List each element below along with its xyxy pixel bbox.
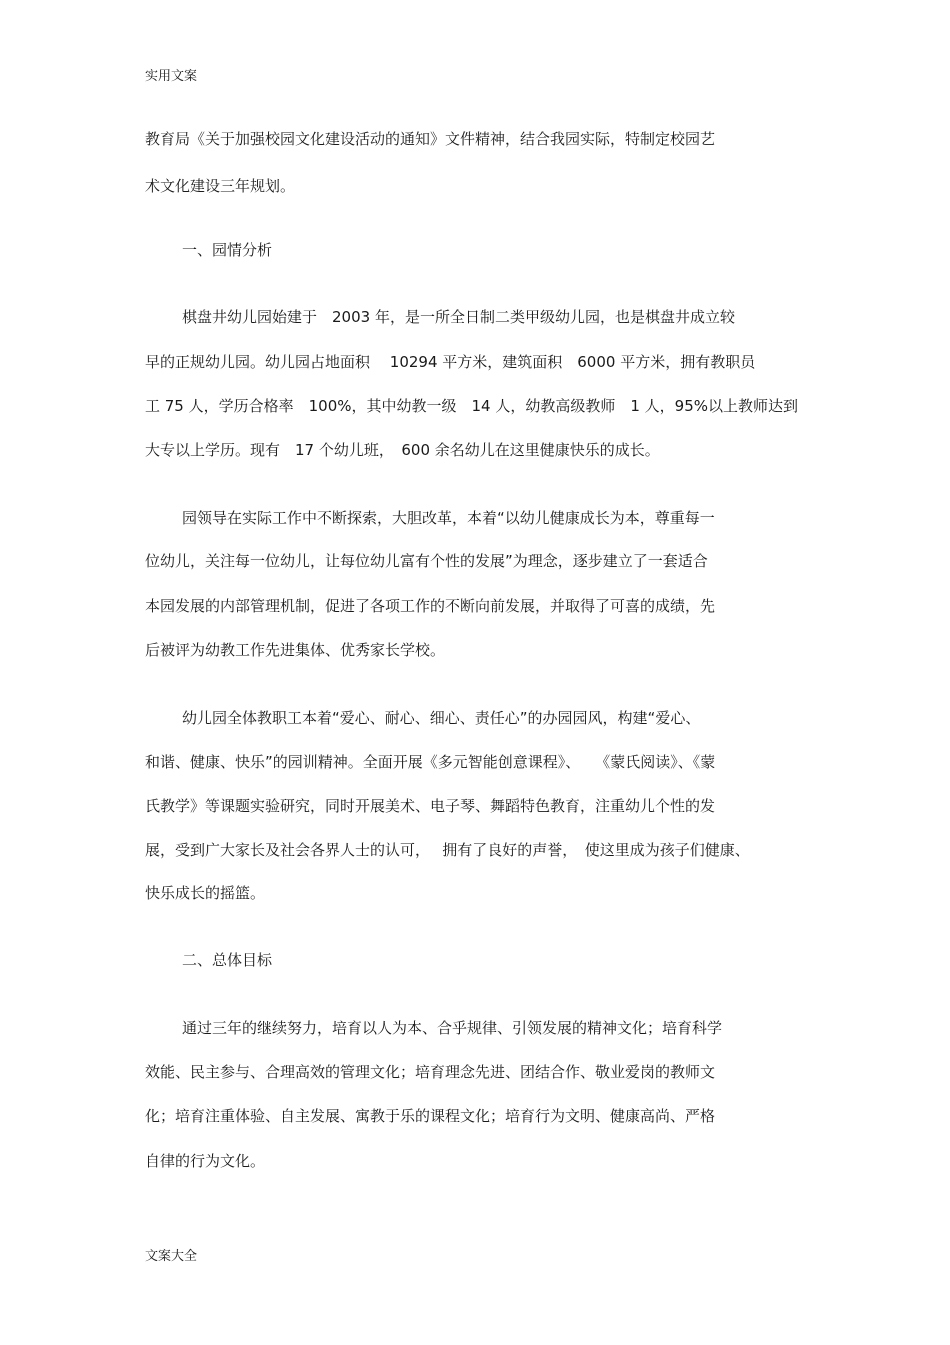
paragraph-line: 本园发展的内部管理机制，促进了各项工作的不断向前发展，并取得了可喜的成绩，先: [145, 597, 716, 615]
paragraph-line: 园领导在实际工作中不断探索，大胆改革，本着“以幼儿健康成长为本，尊重每一: [182, 509, 715, 527]
paragraph-line: 展，受到广大家长及社会各界人士的认可， 拥有了良好的声誉， 使这里成为孩子们健康、: [145, 841, 750, 859]
section-heading: 一、园情分析: [182, 241, 273, 259]
paragraph-line: 幼儿园全体教职工本着“爱心、耐心、细心、责任心”的办园园风，构建“爱心、: [182, 709, 701, 727]
paragraph-line: 化；培育注重体验、自主发展、寓教于乐的课程文化；培育行为文明、健康高尚、严格: [145, 1107, 716, 1125]
paragraph-line: 位幼儿，关注每一位幼儿，让每位幼儿富有个性的发展”为理念，逐步建立了一套适合: [145, 552, 708, 570]
paragraph-line: 和谐、健康、快乐”的园训精神。全面开展《多元智能创意课程》、 《蒙氏阅读》、《蒙: [145, 753, 716, 771]
paragraph-line: 自律的行为文化。: [145, 1152, 266, 1170]
paragraph-line: 术文化建设三年规划。: [145, 177, 296, 195]
paragraph-line: 氏教学》等课题实验研究，同时开展美术、电子琴、舞蹈特色教育，注重幼儿个性的发: [145, 797, 716, 815]
page-header: 实用文案: [145, 69, 198, 84]
paragraph-line: 后被评为幼教工作先进集体、优秀家长学校。: [145, 641, 446, 659]
paragraph-line: 通过三年的继续努力，培育以人为本、合乎规律、引领发展的精神文化；培育科学: [182, 1019, 723, 1037]
page-footer: 文案大全: [145, 1249, 198, 1264]
paragraph-line: 效能、民主参与、合理高效的管理文化；培育理念先进、团结合作、敬业爱岗的教师文: [145, 1063, 716, 1081]
paragraph-line: 快乐成长的摇篮。: [145, 884, 266, 902]
section-heading: 二、总体目标: [182, 951, 273, 969]
paragraph-line: 工 75 人，学历合格率 100%，其中幼教一级 14 人，幼教高级教师 1 人，95%以上教师达到: [145, 397, 799, 415]
paragraph-line: 教育局《关于加强校园文化建设活动的通知》文件精神，结合我园实际，特制定校园艺: [145, 130, 716, 148]
paragraph-line: 棋盘井幼儿园始建于 2003 年，是一所全日制二类甲级幼儿园，也是棋盘井成立较: [182, 308, 735, 326]
paragraph-line: 早的正规幼儿园。幼儿园占地面积 10294 平方米，建筑面积 6000 平方米，拥有教职员: [145, 353, 756, 371]
paragraph-line: 大专以上学历。现有 17 个幼儿班， 600 余名幼儿在这里健康快乐的成长。: [145, 441, 660, 459]
